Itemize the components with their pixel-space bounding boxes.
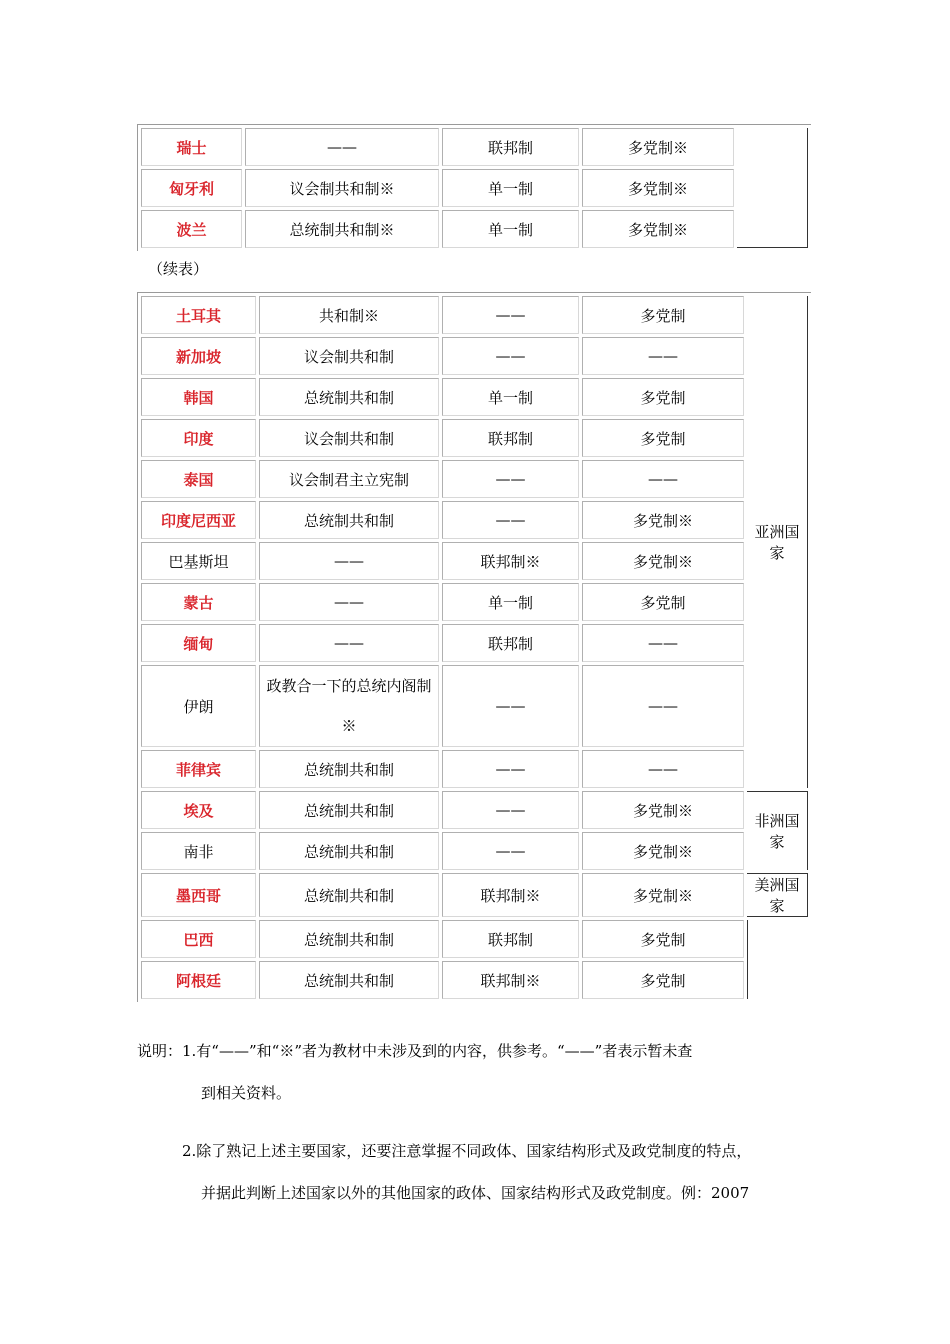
- country-cell: 印度: [141, 419, 256, 457]
- polity-cell: 总统制共和制: [259, 791, 439, 829]
- region-cell-europe: [737, 128, 808, 248]
- table-row: [141, 169, 808, 207]
- note-1-line-2: 到相关资料。: [201, 1084, 292, 1102]
- party-cell: ——: [582, 624, 744, 662]
- structure-cell: 联邦制※: [442, 961, 579, 999]
- structure-cell: ——: [442, 296, 579, 334]
- note-prefix: 说明：: [137, 1042, 183, 1060]
- polity-cell: 总统制共和制: [259, 750, 439, 788]
- table-row: [141, 624, 808, 662]
- structure-cell: 联邦制: [442, 419, 579, 457]
- polity-cell: ——: [259, 542, 439, 580]
- table-row: [141, 501, 808, 539]
- structure-cell: ——: [442, 460, 579, 498]
- party-cell: ——: [582, 460, 744, 498]
- table-row: [141, 460, 808, 498]
- country-cell: 瑞士: [141, 128, 242, 166]
- party-cell: 多党制: [582, 961, 744, 999]
- structure-cell: 单一制: [442, 210, 579, 248]
- country-cell: 印度尼西亚: [141, 501, 256, 539]
- structure-cell: 联邦制: [442, 128, 579, 166]
- country-cell: 巴西: [141, 920, 256, 958]
- table-row: [141, 378, 808, 416]
- polity-cell: 议会制共和制※: [245, 169, 439, 207]
- country-cell: 匈牙利: [141, 169, 242, 207]
- country-cell: 埃及: [141, 791, 256, 829]
- country-table-part2: [137, 292, 811, 1002]
- party-cell: 多党制※: [582, 873, 744, 917]
- polity-cell: 共和制※: [259, 296, 439, 334]
- polity-cell: 议会制共和制: [259, 419, 439, 457]
- region-cell-asia: 亚洲国家: [747, 296, 808, 788]
- structure-cell: 单一制: [442, 169, 579, 207]
- table-row: [141, 583, 808, 621]
- table-row: [141, 920, 808, 958]
- country-cell: 墨西哥: [141, 873, 256, 917]
- structure-cell: 单一制: [442, 583, 579, 621]
- polity-cell: 议会制君主立宪制: [259, 460, 439, 498]
- country-cell: 蒙古: [141, 583, 256, 621]
- party-cell: 多党制: [582, 296, 744, 334]
- party-cell: 多党制: [582, 419, 744, 457]
- country-cell: 巴基斯坦: [141, 542, 256, 580]
- party-cell: 多党制※: [582, 542, 744, 580]
- party-cell: 多党制: [582, 378, 744, 416]
- table1-body: [141, 128, 808, 248]
- party-cell: 多党制※: [582, 501, 744, 539]
- party-cell: 多党制※: [582, 832, 744, 870]
- table-row: [141, 296, 808, 334]
- table-row: [141, 665, 808, 747]
- structure-cell: ——: [442, 750, 579, 788]
- party-cell: 多党制※: [582, 128, 734, 166]
- polity-cell: 总统制共和制: [259, 961, 439, 999]
- table-row: [141, 128, 808, 166]
- party-cell: 多党制: [582, 583, 744, 621]
- table-row: [141, 791, 808, 829]
- polity-cell: 议会制共和制: [259, 337, 439, 375]
- country-cell: 缅甸: [141, 624, 256, 662]
- country-cell: 菲律宾: [141, 750, 256, 788]
- structure-cell: 联邦制※: [442, 873, 579, 917]
- region-cell-empty: [747, 920, 808, 999]
- country-cell: 泰国: [141, 460, 256, 498]
- table-row: [141, 873, 808, 917]
- polity-cell: ——: [259, 624, 439, 662]
- table-row: [141, 337, 808, 375]
- structure-cell: ——: [442, 501, 579, 539]
- region-cell-america: 美洲国家: [747, 873, 808, 917]
- country-cell: 土耳其: [141, 296, 256, 334]
- note-2-line-2: 并据此判断上述国家以外的其他国家的政体、国家结构形式及政党制度。例：2007: [201, 1184, 750, 1202]
- table-row: [141, 832, 808, 870]
- structure-cell: ——: [442, 665, 579, 747]
- structure-cell: 联邦制: [442, 624, 579, 662]
- structure-cell: ——: [442, 791, 579, 829]
- structure-cell: ——: [442, 337, 579, 375]
- table-row: [141, 750, 808, 788]
- party-cell: 多党制※: [582, 791, 744, 829]
- table-row: [141, 419, 808, 457]
- party-cell: ——: [582, 665, 744, 747]
- polity-cell: 总统制共和制: [259, 873, 439, 917]
- polity-cell: ——: [245, 128, 439, 166]
- country-cell: 波兰: [141, 210, 242, 248]
- structure-cell: 联邦制※: [442, 542, 579, 580]
- country-table-part1: [137, 124, 811, 251]
- polity-cell: 总统制共和制: [259, 378, 439, 416]
- table2-body: [141, 296, 808, 999]
- party-cell: 多党制: [582, 920, 744, 958]
- note-1-line-1: 1.有“——”和“※”者为教材中未涉及到的内容，供参考。“——”者表示暂未查: [182, 1042, 693, 1060]
- party-cell: 多党制※: [582, 169, 734, 207]
- polity-cell: ——: [259, 583, 439, 621]
- polity-cell: 总统制共和制: [259, 832, 439, 870]
- structure-cell: ——: [442, 832, 579, 870]
- table-row: [141, 961, 808, 999]
- country-cell: 韩国: [141, 378, 256, 416]
- polity-cell: 总统制共和制: [259, 920, 439, 958]
- polity-cell: 政教合一下的总统内阁制※: [259, 665, 439, 747]
- party-cell: ——: [582, 750, 744, 788]
- structure-cell: 单一制: [442, 378, 579, 416]
- party-cell: 多党制※: [582, 210, 734, 248]
- table-row: [141, 542, 808, 580]
- structure-cell: 联邦制: [442, 920, 579, 958]
- region-cell-africa: 非洲国家: [747, 791, 808, 870]
- continued-label: （续表）: [148, 260, 209, 278]
- table-row: [141, 210, 808, 248]
- country-cell: 阿根廷: [141, 961, 256, 999]
- party-cell: ——: [582, 337, 744, 375]
- note-2-line-1: 2.除了熟记上述主要国家，还要注意掌握不同政体、国家结构形式及政党制度的特点，: [182, 1142, 752, 1160]
- polity-cell: 总统制共和制: [259, 501, 439, 539]
- country-cell: 南非: [141, 832, 256, 870]
- country-cell: 伊朗: [141, 665, 256, 747]
- polity-cell: 总统制共和制※: [245, 210, 439, 248]
- country-cell: 新加坡: [141, 337, 256, 375]
